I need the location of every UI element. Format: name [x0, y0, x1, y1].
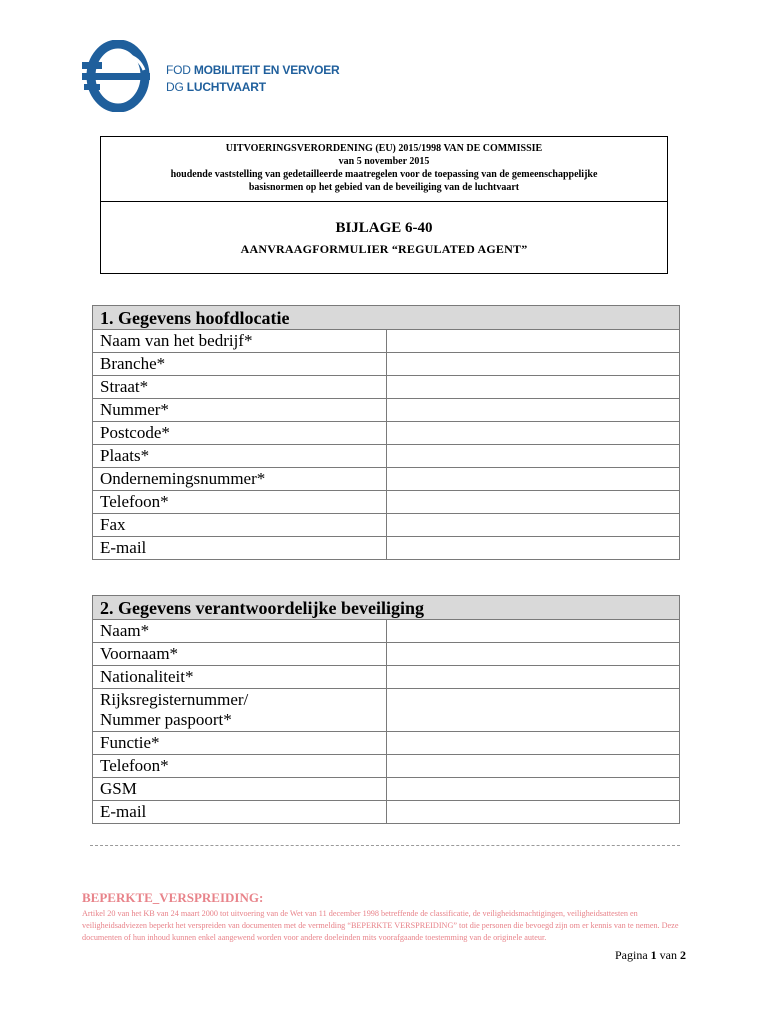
field-value[interactable] [386, 468, 680, 491]
field-value[interactable] [386, 666, 680, 689]
form-row [93, 468, 680, 491]
section2-title: 2. Gegevens verantwoordelijke beveiliging [93, 596, 680, 620]
field-label: Nationaliteit* [93, 666, 387, 689]
field-value[interactable] [386, 643, 680, 666]
field-label: Nummer* [93, 399, 387, 422]
field-value[interactable] [386, 445, 680, 468]
field-value[interactable] [386, 732, 680, 755]
regulation-info [101, 137, 667, 202]
field-label: Rijksregisternummer/ Nummer paspoort* [93, 689, 387, 732]
logo-main-2: LUCHTVAART [186, 80, 266, 94]
form-row [93, 643, 680, 666]
field-label: Plaats* [93, 445, 387, 468]
logo-prefix-1: FOD [166, 63, 191, 77]
field-value[interactable] [386, 330, 680, 353]
field-label: Branche* [93, 353, 387, 376]
page-total: 2 [680, 948, 686, 962]
restricted-text: Artikel 20 van het KB van 24 maart 2000 tot uitvoering van de Wet van 11 december 1998 betreffende de classificatie, de veiligheidsmachtigingen, veiligheidsattesten en veiligheidsadviezen beperkt het verspreiden van documenten met de vermelding “BEPERKTE VERSPREIDING” tot die personen die bevoegd zijn om er kennis van te nemen. Deze documenten of hun inhoud kunnen enkel aangewend worden voor andere doeleinden mits voorafgaande toestemming van de originele auteur. [82, 909, 679, 942]
form-row [93, 537, 680, 560]
regulation-subject-1: houdende vaststelling van gedetailleerde maatregelen voor de toepassing van de gemeenschappelijke [170, 169, 598, 180]
form-row [93, 801, 680, 824]
form-row [93, 778, 680, 801]
field-label: Fax [93, 514, 387, 537]
logo [80, 40, 340, 112]
annex-title: BIJLAGE 6-40 [335, 220, 433, 236]
page-label: Pagina [615, 948, 648, 962]
separator-line [90, 845, 680, 846]
field-value[interactable] [386, 755, 680, 778]
fod-emblem-icon [80, 40, 156, 112]
page-number [615, 948, 686, 963]
field-label: Naam van het bedrijf* [93, 330, 387, 353]
form-row [93, 353, 680, 376]
field-value[interactable] [386, 514, 680, 537]
field-label: Voornaam* [93, 643, 387, 666]
field-value[interactable] [386, 399, 680, 422]
restricted-title: BEPERKTE_VERSPREIDING: [82, 890, 264, 905]
field-value[interactable] [386, 689, 680, 732]
form-row [93, 422, 680, 445]
form-row [93, 330, 680, 353]
field-label: Telefoon* [93, 755, 387, 778]
field-value[interactable] [386, 801, 680, 824]
form-row [93, 732, 680, 755]
logo-text-line1 [166, 63, 339, 77]
field-label: GSM [93, 778, 387, 801]
field-value[interactable] [386, 491, 680, 514]
regulation-subject-2: basisnormen op het gebied van de beveiliging van de luchtvaart [248, 182, 520, 193]
form-row [93, 689, 680, 732]
regulation-header-box [100, 136, 668, 274]
regulation-date: van 5 november 2015 [338, 156, 430, 167]
field-label: Postcode* [93, 422, 387, 445]
logo-main-1: MOBILITEIT EN VERVOER [193, 63, 340, 77]
field-label: E-mail [93, 537, 387, 560]
section1-title: 1. Gegevens hoofdlocatie [93, 306, 680, 330]
field-value[interactable] [386, 537, 680, 560]
field-value[interactable] [386, 620, 680, 643]
field-value[interactable] [386, 778, 680, 801]
logo-prefix-2: DG [166, 80, 184, 94]
form-row [93, 399, 680, 422]
form-row [93, 376, 680, 399]
page-current: 1 [650, 948, 657, 962]
form-title: AANVRAAGFORMULIER “REGULATED AGENT” [240, 242, 528, 256]
field-label: Telefoon* [93, 491, 387, 514]
field-value[interactable] [386, 353, 680, 376]
section2-table [92, 595, 680, 824]
field-label: Functie* [93, 732, 387, 755]
form-row [93, 514, 680, 537]
field-label: E-mail [93, 801, 387, 824]
field-value[interactable] [386, 422, 680, 445]
form-row [93, 491, 680, 514]
form-row [93, 620, 680, 643]
logo-text-line2 [166, 80, 266, 94]
field-label: Naam* [93, 620, 387, 643]
regulation-title: UITVOERINGSVERORDENING (EU) 2015/1998 VAN DE COMMISSIE [225, 143, 543, 154]
field-label: Straat* [93, 376, 387, 399]
page-of: van [659, 948, 677, 962]
section1-table [92, 305, 680, 560]
annex-info [101, 202, 667, 257]
form-row [93, 666, 680, 689]
field-label: Ondernemingsnummer* [93, 468, 387, 491]
form-row [93, 755, 680, 778]
form-row [93, 445, 680, 468]
field-value[interactable] [386, 376, 680, 399]
